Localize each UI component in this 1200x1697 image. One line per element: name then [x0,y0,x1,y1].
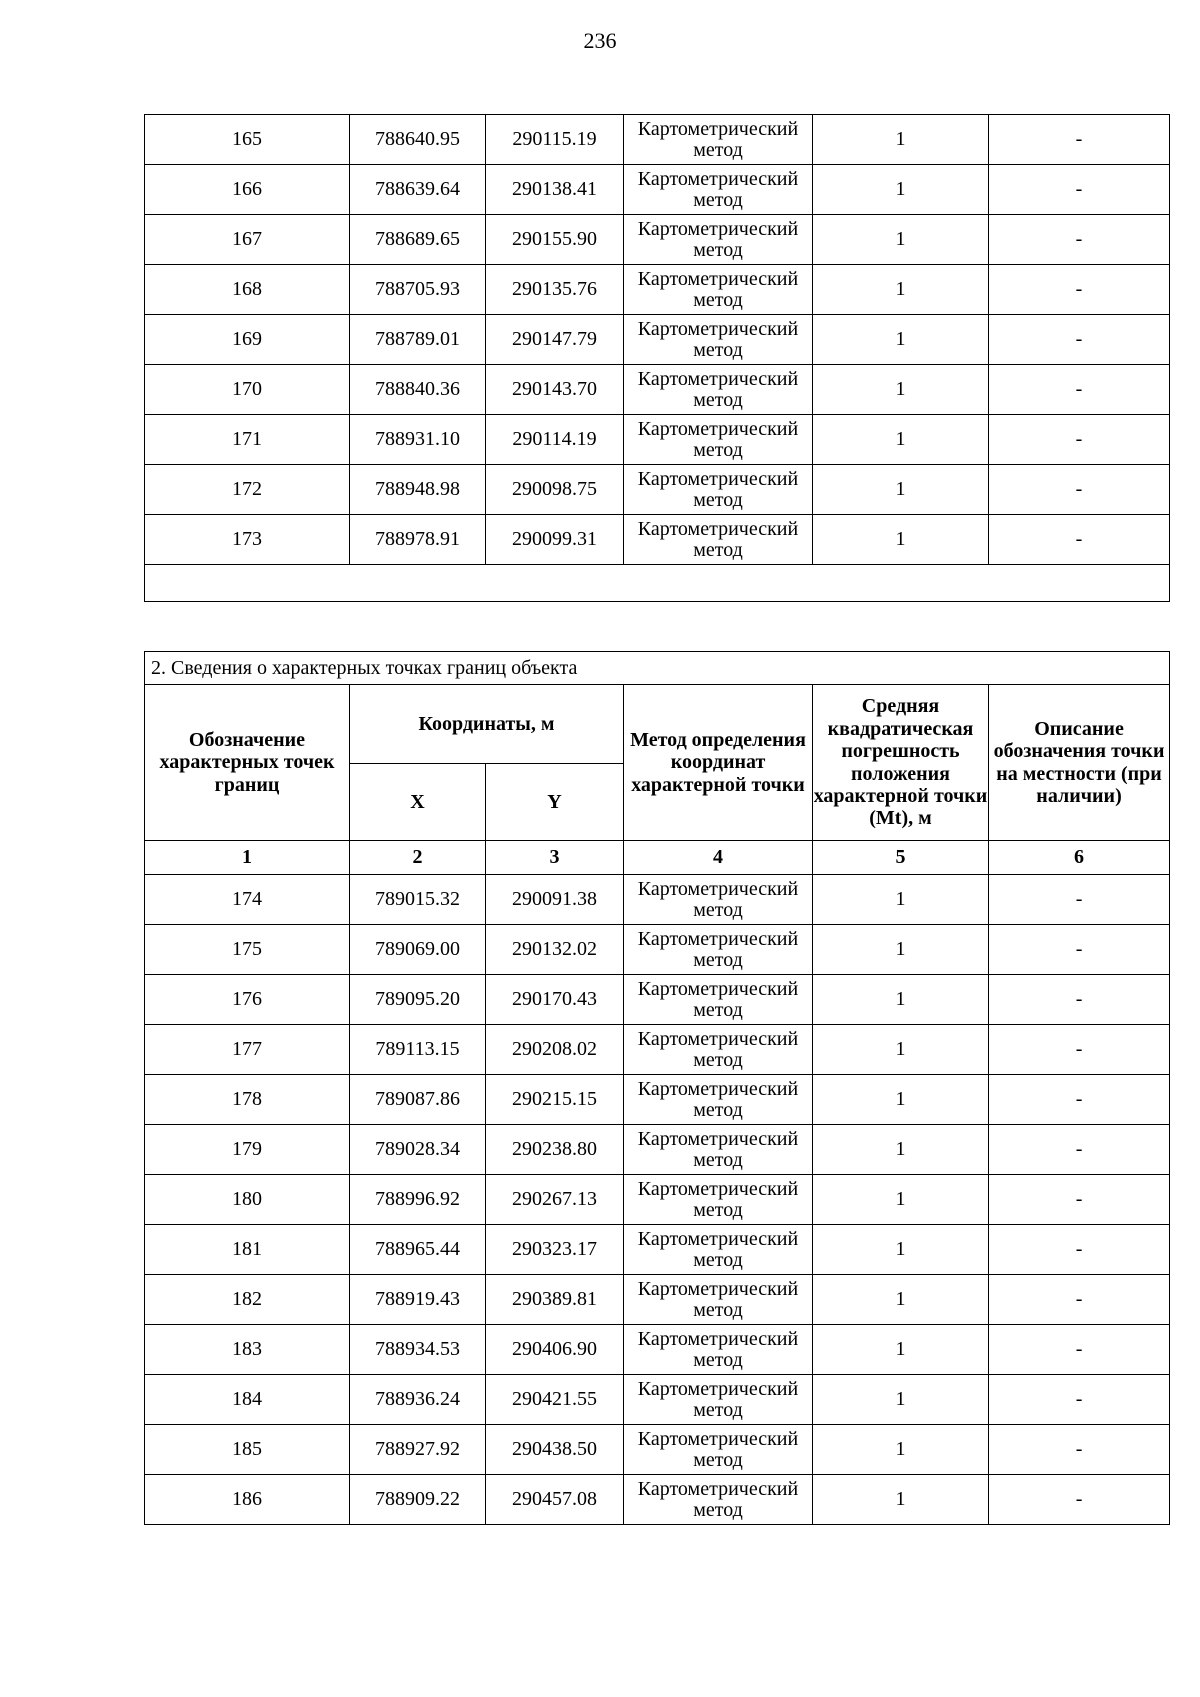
cell-description: - [989,1475,1170,1525]
cell-y: 290138.41 [486,165,624,215]
cell-x: 788840.36 [350,365,486,415]
cell-description: - [989,515,1170,565]
cell-x: 788919.43 [350,1275,486,1325]
cell-point-id: 175 [145,925,350,975]
method-line1: Картометрический [637,1327,799,1350]
cell-error: 1 [813,975,989,1025]
cell-point-id: 186 [145,1475,350,1525]
cell-description: - [989,875,1170,925]
cell-x: 788931.10 [350,415,486,465]
method-line1: Картометрический [637,417,799,440]
column-number: 5 [813,841,989,875]
cell-point-id: 167 [145,215,350,265]
method-line1: Картометрический [637,217,799,240]
table-row [145,1275,1170,1325]
cell-point-id: 181 [145,1225,350,1275]
cell-y: 290323.17 [486,1225,624,1275]
method-line2: метод [693,1448,743,1471]
cell-error: 1 [813,265,989,315]
cell-y: 290099.31 [486,515,624,565]
cell-x: 788640.95 [350,115,486,165]
boundary-points-table [144,651,1170,1525]
method-line2: метод [693,138,743,161]
cell-x: 788927.92 [350,1425,486,1475]
cell-method [624,1425,813,1475]
cell-point-id: 176 [145,975,350,1025]
header-point-designation: Обозначение характерных точек границ [145,685,350,841]
table1-body [145,115,1170,602]
method-line2: метод [693,1398,743,1421]
method-line2: метод [693,1198,743,1221]
cell-error: 1 [813,1075,989,1125]
cell-description: - [989,925,1170,975]
method-line1: Картометрический [637,317,799,340]
cell-x: 788978.91 [350,515,486,565]
method-line1: Картометрический [637,467,799,490]
method-line2: метод [693,188,743,211]
table-row [145,1125,1170,1175]
column-number: 2 [350,841,486,875]
cell-description: - [989,1125,1170,1175]
cell-method [624,1175,813,1225]
cell-description: - [989,215,1170,265]
cell-point-id: 174 [145,875,350,925]
cell-y: 290238.80 [486,1125,624,1175]
method-line2: метод [693,538,743,561]
method-line1: Картометрический [637,1377,799,1400]
method-line1: Картометрический [637,1127,799,1150]
table-row [145,415,1170,465]
cell-description: - [989,975,1170,1025]
cell-method [624,925,813,975]
cell-error: 1 [813,315,989,365]
header-method: Метод определения координат характерной точки [624,685,813,841]
method-line2: метод [693,388,743,411]
cell-y: 290389.81 [486,1275,624,1325]
cell-y: 290267.13 [486,1175,624,1225]
cell-description: - [989,1275,1170,1325]
cell-description: - [989,365,1170,415]
cell-y: 290215.15 [486,1075,624,1125]
cell-point-id: 165 [145,115,350,165]
method-line2: метод [693,488,743,511]
cell-description: - [989,1325,1170,1375]
cell-x: 788689.65 [350,215,486,265]
cell-point-id: 182 [145,1275,350,1325]
cell-y: 290114.19 [486,415,624,465]
cell-y: 290457.08 [486,1475,624,1525]
cell-method [624,215,813,265]
cell-method [624,115,813,165]
column-number: 1 [145,841,350,875]
cell-point-id: 180 [145,1175,350,1225]
header-coordinates: Координаты, м [350,685,624,764]
table-row [145,875,1170,925]
cell-x: 789087.86 [350,1075,486,1125]
cell-error: 1 [813,215,989,265]
method-line1: Картометрический [637,1027,799,1050]
method-line2: метод [693,1098,743,1121]
method-line2: метод [693,898,743,921]
column-number: 6 [989,841,1170,875]
table-row [145,465,1170,515]
cell-method [624,165,813,215]
cell-description: - [989,115,1170,165]
table-row [145,1075,1170,1125]
method-line2: метод [693,1048,743,1071]
cell-error: 1 [813,465,989,515]
cell-x: 789069.00 [350,925,486,975]
method-line1: Картометрический [637,927,799,950]
header-x: X [350,764,486,841]
method-line1: Картометрический [637,977,799,1000]
cell-method [624,1125,813,1175]
cell-y: 290406.90 [486,1325,624,1375]
cell-method [624,1075,813,1125]
cell-y: 290098.75 [486,465,624,515]
method-line1: Картометрический [637,167,799,190]
method-line1: Картометрический [637,117,799,140]
table-row [145,1325,1170,1375]
cell-description: - [989,465,1170,515]
cell-method [624,1025,813,1075]
method-line2: метод [693,1498,743,1521]
table-row [145,925,1170,975]
method-line2: метод [693,288,743,311]
cell-method [624,265,813,315]
cell-x: 789113.15 [350,1025,486,1075]
cell-description: - [989,415,1170,465]
cell-x: 788936.24 [350,1375,486,1425]
table-row [145,515,1170,565]
method-line1: Картометрический [637,1077,799,1100]
cell-y: 290147.79 [486,315,624,365]
cell-y: 290135.76 [486,265,624,315]
method-line2: метод [693,438,743,461]
table-row [145,1475,1170,1525]
cell-point-id: 183 [145,1325,350,1375]
cell-point-id: 172 [145,465,350,515]
cell-description: - [989,1175,1170,1225]
header-y: Y [486,764,624,841]
cell-description: - [989,315,1170,365]
cell-error: 1 [813,925,989,975]
cell-point-id: 168 [145,265,350,315]
cell-description: - [989,165,1170,215]
cell-point-id: 179 [145,1125,350,1175]
cell-x: 788996.92 [350,1175,486,1225]
cell-y: 290208.02 [486,1025,624,1075]
cell-method [624,875,813,925]
cell-point-id: 173 [145,515,350,565]
cell-x: 789015.32 [350,875,486,925]
cell-y: 290143.70 [486,365,624,415]
page-number: 236 [583,28,617,53]
method-line2: метод [693,948,743,971]
cell-x: 788965.44 [350,1225,486,1275]
method-line2: метод [693,1148,743,1171]
method-line1: Картометрический [637,877,799,900]
method-line1: Картометрический [637,517,799,540]
cell-method [624,1375,813,1425]
method-line2: метод [693,238,743,261]
cell-x: 788909.22 [350,1475,486,1525]
method-line1: Картометрический [637,267,799,290]
method-line2: метод [693,1298,743,1321]
cell-x: 788934.53 [350,1325,486,1375]
method-line1: Картометрический [637,1477,799,1500]
cell-error: 1 [813,1475,989,1525]
cell-error: 1 [813,365,989,415]
cell-point-id: 170 [145,365,350,415]
column-number: 3 [486,841,624,875]
cell-method [624,1225,813,1275]
cell-point-id: 178 [145,1075,350,1125]
cell-point-id: 166 [145,165,350,215]
cell-description: - [989,1225,1170,1275]
cell-error: 1 [813,1025,989,1075]
cell-x: 788705.93 [350,265,486,315]
cell-error: 1 [813,165,989,215]
cell-method [624,975,813,1025]
cell-point-id: 169 [145,315,350,365]
header-mean-square-error: Средняя квадратическая погрешность положения характерной точки (Mt), м [813,685,989,841]
cell-error: 1 [813,875,989,925]
cell-y: 290132.02 [486,925,624,975]
cell-y: 290170.43 [486,975,624,1025]
empty-row [145,565,1170,602]
empty-cell [145,565,1170,602]
table-row [145,1025,1170,1075]
cell-point-id: 171 [145,415,350,465]
method-line1: Картометрический [637,367,799,390]
cell-method [624,365,813,415]
cell-error: 1 [813,1225,989,1275]
method-line2: метод [693,1348,743,1371]
column-number: 4 [624,841,813,875]
cell-method [624,315,813,365]
table-title: 2. Сведения о характерных точках границ объекта [145,652,1170,685]
cell-y: 290155.90 [486,215,624,265]
cell-description: - [989,1025,1170,1075]
cell-description: - [989,1075,1170,1125]
cell-description: - [989,1425,1170,1475]
table-row [145,215,1170,265]
cell-error: 1 [813,1375,989,1425]
table-row [145,315,1170,365]
cell-x: 788789.01 [350,315,486,365]
cell-point-id: 185 [145,1425,350,1475]
cell-y: 290438.50 [486,1425,624,1475]
cell-y: 290115.19 [486,115,624,165]
method-line2: метод [693,1248,743,1271]
method-line1: Картометрический [637,1227,799,1250]
method-line1: Картометрический [637,1277,799,1300]
cell-error: 1 [813,1325,989,1375]
cell-x: 788948.98 [350,465,486,515]
cell-y: 290421.55 [486,1375,624,1425]
cell-method [624,1275,813,1325]
cell-error: 1 [813,1425,989,1475]
cell-y: 290091.38 [486,875,624,925]
cell-error: 1 [813,115,989,165]
cell-x: 789095.20 [350,975,486,1025]
method-line1: Картометрический [637,1177,799,1200]
table-row [145,1175,1170,1225]
cell-error: 1 [813,1275,989,1325]
method-line1: Картометрический [637,1427,799,1450]
header-description: Описание обозначения точки на местности (при наличии) [989,685,1170,841]
cell-method [624,465,813,515]
cell-description: - [989,265,1170,315]
cell-method [624,1475,813,1525]
cell-error: 1 [813,1125,989,1175]
cell-point-id: 184 [145,1375,350,1425]
cell-method [624,1325,813,1375]
table-row [145,1425,1170,1475]
cell-x: 789028.34 [350,1125,486,1175]
cell-error: 1 [813,415,989,465]
table-row [145,265,1170,315]
cell-point-id: 177 [145,1025,350,1075]
cell-method [624,515,813,565]
table-row [145,115,1170,165]
table-row [145,365,1170,415]
cell-error: 1 [813,1175,989,1225]
cell-x: 788639.64 [350,165,486,215]
method-line2: метод [693,998,743,1021]
table-row [145,165,1170,215]
cell-method [624,415,813,465]
boundary-points-table-continued [144,114,1170,602]
table-row [145,1225,1170,1275]
cell-error: 1 [813,515,989,565]
method-line2: метод [693,338,743,361]
table-row [145,1375,1170,1425]
table-row [145,975,1170,1025]
cell-description: - [989,1375,1170,1425]
